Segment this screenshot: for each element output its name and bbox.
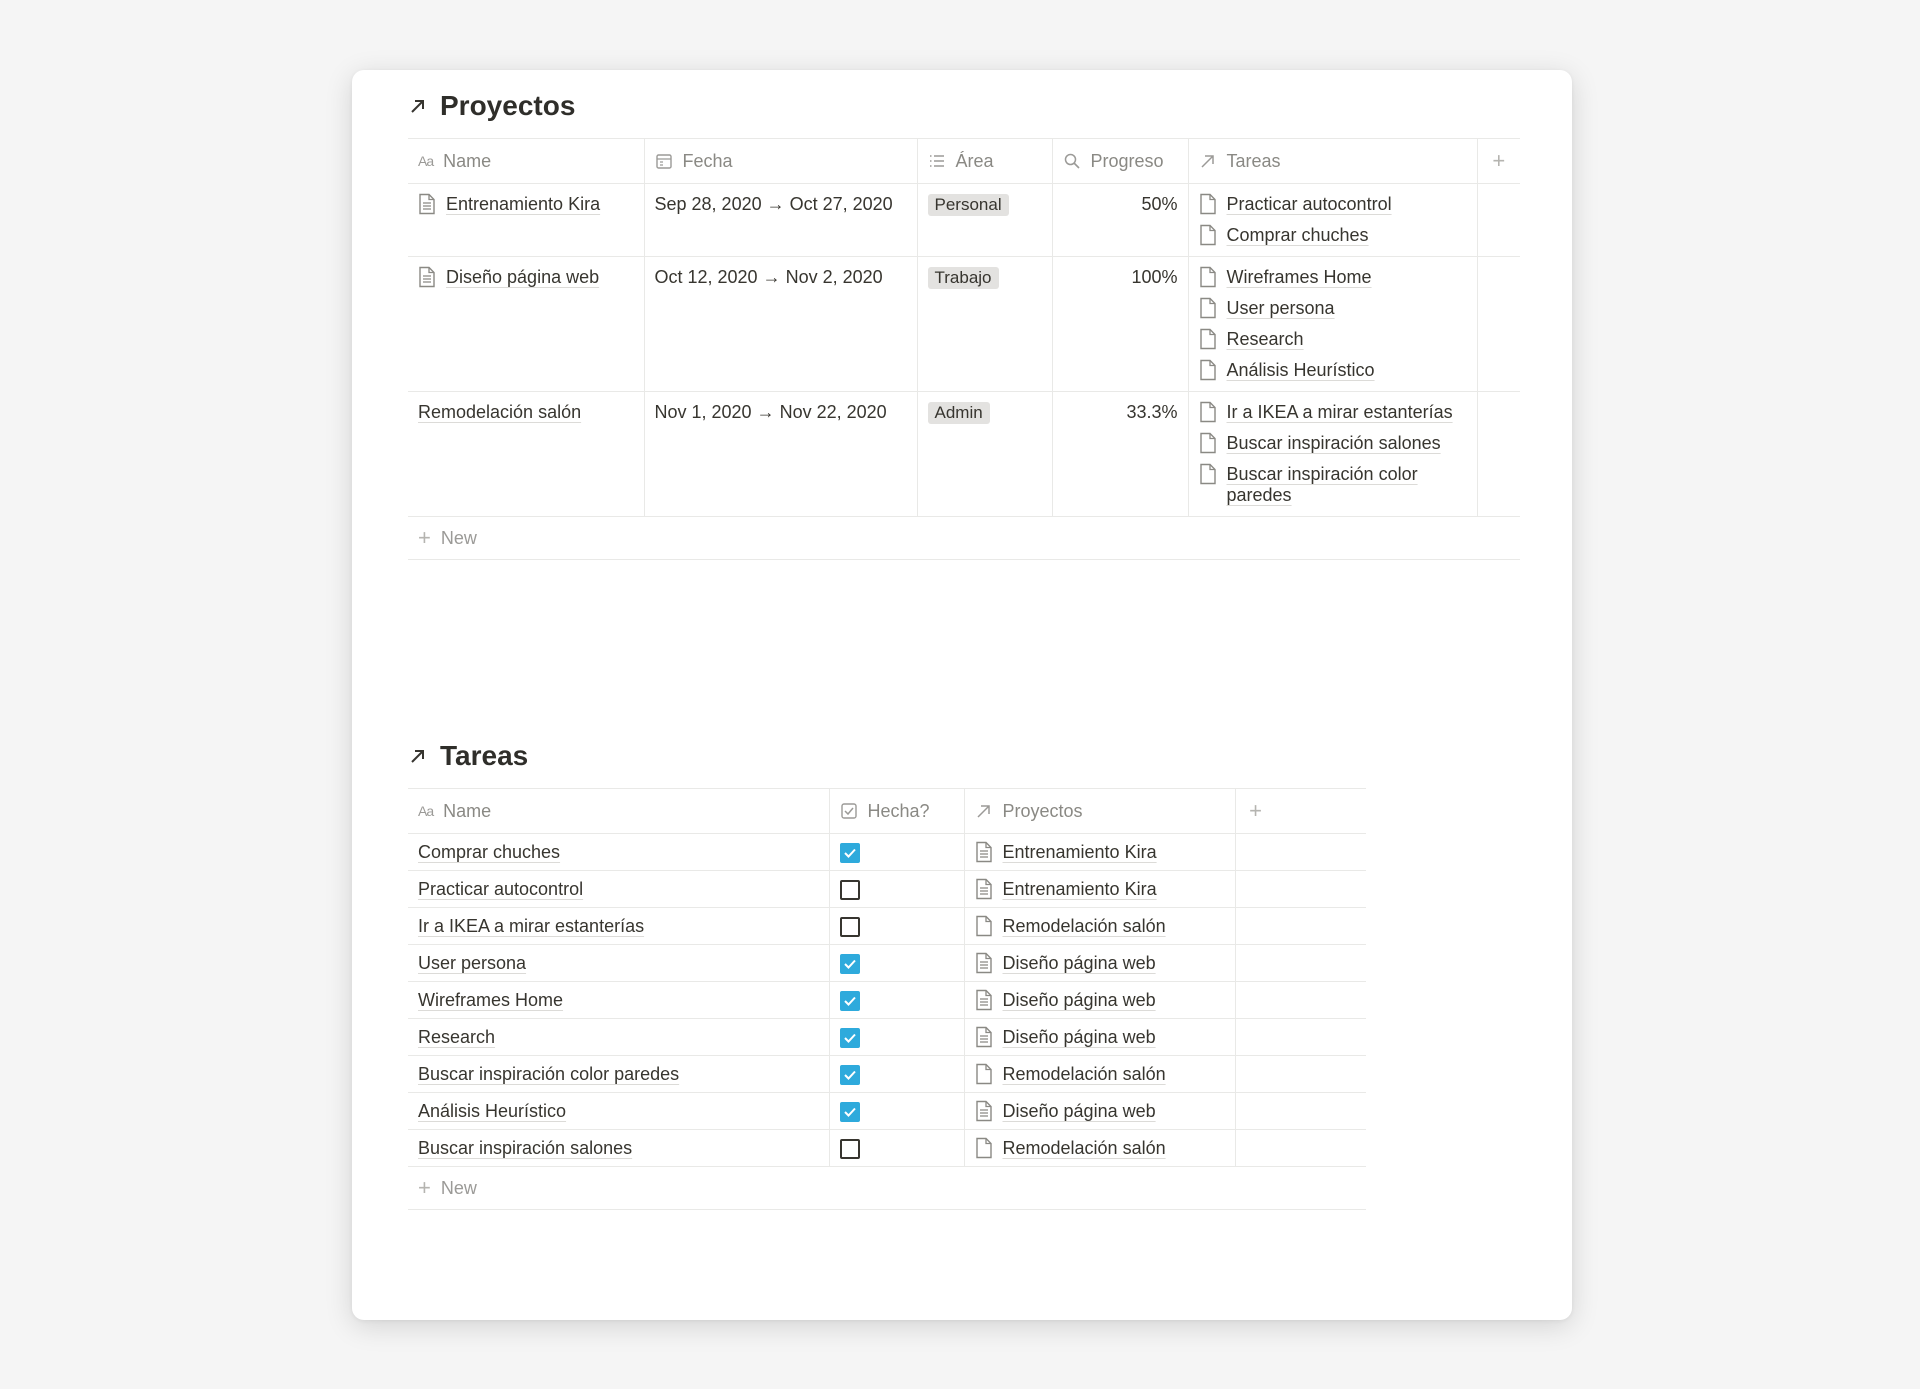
related-tarea[interactable]: Practicar autocontrol	[1199, 194, 1467, 215]
empty-cell	[1235, 871, 1366, 908]
hecha-cell[interactable]	[829, 1019, 964, 1056]
related-tarea[interactable]: Comprar chuches	[1199, 225, 1467, 246]
page-icon	[975, 1100, 993, 1122]
column-header-fecha[interactable]: Fecha	[644, 139, 917, 184]
tarea-row[interactable]	[408, 1056, 1366, 1093]
area-cell[interactable]	[917, 257, 1052, 392]
related-tarea[interactable]: Wireframes Home	[1199, 267, 1467, 288]
empty-page-icon	[1199, 193, 1217, 215]
tareas-cell[interactable]	[1188, 184, 1477, 257]
proyecto-relation-cell[interactable]: Diseño página web	[964, 1093, 1235, 1130]
related-tarea[interactable]: User persona	[1199, 298, 1467, 319]
page-icon	[975, 989, 993, 1011]
fecha-cell[interactable]: Sep 28, 2020 → Oct 27, 2020	[644, 184, 917, 257]
area-tag: Personal	[928, 194, 1009, 216]
tarea-name-cell[interactable]: Buscar inspiración color paredes	[408, 1056, 829, 1093]
check-icon	[843, 1031, 857, 1045]
hecha-cell[interactable]	[829, 1130, 964, 1167]
area-tag: Admin	[928, 402, 990, 424]
tareas-title[interactable]	[408, 736, 1366, 776]
empty-page-icon	[1199, 463, 1217, 485]
tarea-name-cell[interactable]: Comprar chuches	[408, 834, 829, 871]
area-cell[interactable]	[917, 392, 1052, 517]
empty-cell	[1477, 392, 1520, 517]
proyectos-database	[408, 86, 1520, 560]
proyecto-row[interactable]	[408, 184, 1520, 257]
search-icon	[1063, 152, 1081, 170]
column-header-name[interactable]: Aa Name	[408, 789, 829, 834]
proyecto-relation-cell[interactable]: Entrenamiento Kira	[964, 834, 1235, 871]
hecha-cell[interactable]	[829, 908, 964, 945]
related-tarea[interactable]: Buscar inspiración color paredes	[1199, 464, 1467, 506]
fecha-cell[interactable]: Nov 1, 2020 → Nov 22, 2020	[644, 392, 917, 517]
add-property-button[interactable]	[1235, 789, 1366, 834]
hecha-cell[interactable]	[829, 945, 964, 982]
empty-page-icon	[1199, 328, 1217, 350]
page-icon	[418, 266, 436, 288]
tarea-name-cell[interactable]: Buscar inspiración salones	[408, 1130, 829, 1167]
fecha-cell[interactable]: Oct 12, 2020 → Nov 2, 2020	[644, 257, 917, 392]
page-card	[352, 70, 1572, 1320]
calendar-icon	[655, 152, 673, 170]
add-property-button[interactable]: +	[1477, 139, 1520, 184]
tarea-row[interactable]	[408, 834, 1366, 871]
proyecto-relation-cell[interactable]: Remodelación salón	[964, 1130, 1235, 1167]
tareas-table	[408, 788, 1366, 1167]
page-icon	[975, 1026, 993, 1048]
tarea-row[interactable]	[408, 908, 1366, 945]
page-icon	[418, 193, 436, 215]
empty-page-icon	[975, 1137, 993, 1159]
empty-page-icon	[975, 1063, 993, 1085]
hecha-cell[interactable]	[829, 871, 964, 908]
tarea-name-cell[interactable]: Ir a IKEA a mirar estanterías	[408, 908, 829, 945]
proyecto-relation-cell[interactable]: Remodelación salón	[964, 908, 1235, 945]
check-icon	[843, 1068, 857, 1082]
related-tarea[interactable]: Buscar inspiración salones	[1199, 433, 1467, 454]
empty-cell	[1477, 184, 1520, 257]
empty-page-icon	[975, 915, 993, 937]
tareas-database	[408, 736, 1366, 1210]
tarea-row[interactable]	[408, 871, 1366, 908]
proyectos-header-row	[408, 139, 1520, 184]
progreso-cell[interactable]: 33.3%	[1052, 392, 1188, 517]
column-header-progreso[interactable]: Progreso	[1052, 139, 1188, 184]
proyecto-relation-cell[interactable]: Entrenamiento Kira	[964, 871, 1235, 908]
proyectos-title-text: Proyectos	[440, 90, 576, 121]
proyecto-relation-cell[interactable]: Diseño página web	[964, 1019, 1235, 1056]
hecha-cell[interactable]	[829, 834, 964, 871]
checkbox-checked[interactable]	[840, 1028, 860, 1048]
check-icon	[843, 957, 857, 971]
progreso-cell[interactable]: 100%	[1052, 257, 1188, 392]
tarea-row[interactable]	[408, 1130, 1366, 1167]
empty-page-icon	[1199, 297, 1217, 319]
tareas-header-row	[408, 789, 1366, 834]
tarea-row[interactable]	[408, 945, 1366, 982]
tarea-row[interactable]	[408, 982, 1366, 1019]
column-header-proyectos[interactable]: Proyectos	[964, 789, 1235, 834]
check-icon	[843, 846, 857, 860]
empty-cell	[1235, 1019, 1366, 1056]
empty-page-icon	[1199, 401, 1217, 423]
empty-page-icon	[1199, 359, 1217, 381]
proyecto-row[interactable]	[408, 257, 1520, 392]
column-header-hecha[interactable]: Hecha?	[829, 789, 964, 834]
checkbox-unchecked[interactable]	[840, 917, 860, 937]
check-icon	[843, 994, 857, 1008]
checkbox-checked[interactable]	[840, 1065, 860, 1085]
tarea-name-cell[interactable]: Research	[408, 1019, 829, 1056]
empty-cell	[1235, 982, 1366, 1019]
proyecto-name-cell[interactable]: Remodelación salón	[408, 392, 644, 517]
page-icon	[975, 841, 993, 863]
empty-cell	[1235, 1130, 1366, 1167]
proyecto-relation-cell[interactable]: Remodelación salón	[964, 1056, 1235, 1093]
tarea-row[interactable]	[408, 1019, 1366, 1056]
column-header-area[interactable]: Área	[917, 139, 1052, 184]
column-header-tareas[interactable]: Tareas	[1188, 139, 1477, 184]
tarea-row[interactable]	[408, 1093, 1366, 1130]
proyecto-relation-cell[interactable]: Diseño página web	[964, 945, 1235, 982]
empty-cell	[1235, 834, 1366, 871]
related-tarea[interactable]: Ir a IKEA a mirar estanterías	[1199, 402, 1467, 423]
checkbox-checked[interactable]	[840, 991, 860, 1011]
area-cell[interactable]	[917, 184, 1052, 257]
plus-icon: +	[418, 1175, 431, 1200]
empty-cell	[1235, 1093, 1366, 1130]
proyectos-new-row-button[interactable]: + New	[408, 517, 1520, 560]
area-tag: Trabajo	[928, 267, 999, 289]
plus-icon: +	[418, 525, 431, 550]
related-tarea[interactable]: Análisis Heurístico	[1199, 360, 1467, 381]
linked-arrow-icon	[408, 746, 428, 766]
relation-arrow-icon	[975, 802, 993, 820]
tarea-name-cell[interactable]: User persona	[408, 945, 829, 982]
proyecto-name-cell[interactable]: Entrenamiento Kira	[408, 184, 644, 257]
proyecto-relation-cell[interactable]: Diseño página web	[964, 982, 1235, 1019]
checkbox-checked[interactable]	[840, 843, 860, 863]
tareas-cell[interactable]	[1188, 392, 1477, 517]
proyectos-title[interactable]	[408, 86, 1520, 126]
empty-page-icon	[1199, 224, 1217, 246]
tareas-title-text: Tareas	[440, 740, 529, 771]
column-header-name[interactable]: Aa Name	[408, 139, 644, 184]
empty-cell	[1477, 257, 1520, 392]
checkbox-unchecked[interactable]	[840, 880, 860, 900]
relation-arrow-icon	[1199, 152, 1217, 170]
text-property-icon: Aa	[418, 803, 434, 819]
empty-cell	[1235, 945, 1366, 982]
progreso-cell[interactable]: 50%	[1052, 184, 1188, 257]
proyectos-table	[408, 138, 1520, 517]
check-icon	[843, 1105, 857, 1119]
tarea-name-cell[interactable]: Wireframes Home	[408, 982, 829, 1019]
text-property-icon: Aa	[418, 153, 434, 169]
checkbox-checked[interactable]	[840, 1102, 860, 1122]
tareas-cell[interactable]	[1188, 257, 1477, 392]
linked-arrow-icon	[408, 96, 428, 116]
related-tarea[interactable]: Research	[1199, 329, 1467, 350]
tarea-name-cell[interactable]: Análisis Heurístico	[408, 1093, 829, 1130]
page-icon	[975, 952, 993, 974]
hecha-cell[interactable]	[829, 1056, 964, 1093]
tarea-name-cell[interactable]: Practicar autocontrol	[408, 871, 829, 908]
list-icon	[928, 152, 946, 170]
page-icon	[975, 878, 993, 900]
checkbox-checked[interactable]	[840, 954, 860, 974]
add-property-label: +	[1249, 798, 1262, 823]
checkbox-property-icon	[840, 802, 858, 820]
proyecto-row[interactable]	[408, 392, 1520, 517]
proyecto-name-cell[interactable]: Diseño página web	[408, 257, 644, 392]
empty-cell	[1235, 908, 1366, 945]
hecha-cell[interactable]	[829, 982, 964, 1019]
tareas-new-row-button[interactable]: + New	[408, 1167, 1366, 1210]
checkbox-unchecked[interactable]	[840, 1139, 860, 1159]
hecha-cell[interactable]	[829, 1093, 964, 1130]
empty-page-icon	[1199, 266, 1217, 288]
empty-page-icon	[1199, 432, 1217, 454]
empty-cell	[1235, 1056, 1366, 1093]
